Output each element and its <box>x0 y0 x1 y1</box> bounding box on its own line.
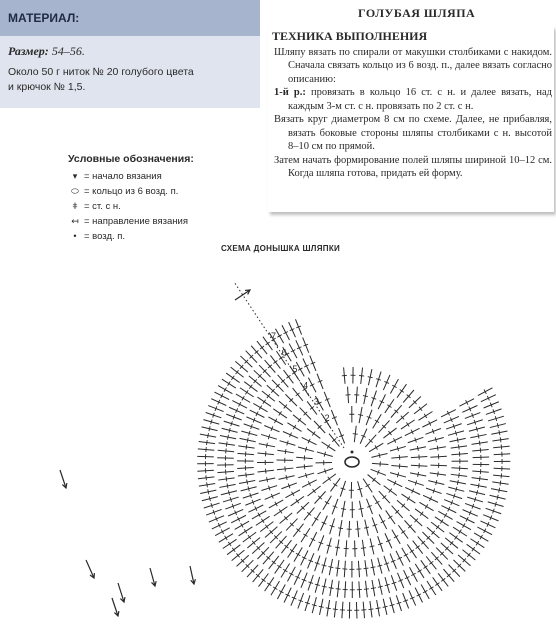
technique-p4: Затем начать формирование полей шляпы шириной 10–12 см. Когда шляпа готова, придать ей форму. <box>274 154 552 179</box>
legend-label: = направление вязания <box>84 216 188 227</box>
double-crochet-crossbar <box>208 489 209 494</box>
double-crochet-crossbar <box>406 422 409 426</box>
double-crochet-crossbar <box>371 588 376 589</box>
double-crochet-crossbar <box>328 567 333 568</box>
double-crochet-crossbar <box>358 415 363 416</box>
double-crochet-crossbar <box>207 440 208 445</box>
double-crochet-crossbar <box>310 406 314 409</box>
double-crochet-crossbar <box>359 508 364 509</box>
chain-stitch-icon: • <box>73 231 77 241</box>
double-crochet-crossbar <box>456 487 457 492</box>
start-icon: ▾ <box>72 171 78 181</box>
double-crochet-crossbar <box>206 475 207 480</box>
legend-item-ring <box>68 184 194 199</box>
double-crochet-crossbar <box>303 534 307 537</box>
double-crochet-crossbar <box>312 431 315 435</box>
row-number: 5 <box>292 363 298 374</box>
technique-p1: Шляпу вязать по спирали от макушки столбиками с накидом. Сначала связать кольцо из 6 возд. п., далее вязать согласно описанию: <box>274 46 552 85</box>
double-crochet-crossbar <box>248 535 251 539</box>
double-crochet-crossbar <box>497 423 498 428</box>
double-crochet-crossbar <box>226 442 227 447</box>
legend-title: Условные обозначения: <box>68 153 194 165</box>
technique-p2 <box>272 86 552 113</box>
double-crochet-crossbar <box>279 509 282 513</box>
direction-arrow-icon: ↤ <box>71 216 79 226</box>
row-number: 2 <box>324 413 330 424</box>
double-crochet-crossbar <box>401 530 405 533</box>
double-crochet-crossbar <box>500 481 501 486</box>
legend <box>68 152 194 244</box>
technique-box <box>268 26 554 212</box>
double-crochet-crossbar <box>246 473 247 478</box>
start-ring <box>345 457 359 467</box>
double-crochet-crossbar <box>420 512 423 516</box>
technique-title: ТЕХНИКА ВЫПОЛНЕНИЯ <box>272 29 428 43</box>
double-crochet-crossbar <box>209 426 210 431</box>
double-crochet-crossbar <box>459 473 460 478</box>
double-crochet-crossbar <box>327 444 330 448</box>
double-crochet-crossbar <box>248 486 249 491</box>
double-crochet-crossbar <box>435 437 436 442</box>
double-crochet-crossbar <box>267 583 271 586</box>
double-crochet-crossbar <box>359 376 364 377</box>
double-crochet-crossbar <box>379 453 380 458</box>
double-crochet-crossbar <box>400 390 404 393</box>
double-crochet-crossbar <box>353 434 358 435</box>
double-crochet-crossbar <box>459 530 462 534</box>
double-crochet-crossbar <box>296 499 299 503</box>
legend-item-start <box>68 169 194 184</box>
double-crochet-crossbar <box>329 588 334 589</box>
double-crochet-crossbar <box>417 446 418 451</box>
double-crochet-crossbar <box>226 476 227 481</box>
double-crochet-crossbar <box>266 443 267 448</box>
row-number: 4 <box>303 380 309 391</box>
double-crochet-crossbar <box>370 546 375 547</box>
double-crochet-crossbar <box>327 545 332 546</box>
double-crochet-icon: ǂ <box>72 201 78 211</box>
double-crochet-crossbar <box>322 586 327 587</box>
double-crochet-crossbar <box>328 477 331 481</box>
double-crochet-crossbar <box>361 548 366 549</box>
double-crochet-crossbar <box>227 483 228 488</box>
double-crochet-crossbar <box>500 437 501 442</box>
legend-item-direction <box>68 214 194 229</box>
double-crochet-crossbar <box>364 589 369 590</box>
double-crochet-crossbar <box>377 565 382 566</box>
double-crochet-crossbar <box>368 609 373 610</box>
double-crochet-crossbar <box>247 480 248 485</box>
double-crochet-crossbar <box>322 565 327 566</box>
double-crochet-crossbar <box>207 482 208 487</box>
double-crochet-crossbar <box>479 476 480 481</box>
double-crochet-crossbar <box>457 438 458 443</box>
double-crochet-crossbar <box>261 519 264 523</box>
legend-label: = начало вязания <box>84 171 162 182</box>
double-crochet-crossbar <box>266 342 270 345</box>
double-crochet-crossbar <box>363 396 368 397</box>
legend-item-dc <box>68 199 194 214</box>
double-crochet-crossbar <box>364 568 369 569</box>
double-crochet-crossbar <box>457 480 458 485</box>
double-crochet-crossbar <box>326 608 331 609</box>
double-crochet-crossbar <box>472 547 475 551</box>
double-crochet-crossbar <box>229 428 230 433</box>
double-crochet-crossbar <box>476 427 477 432</box>
double-crochet-crossbar <box>246 445 247 450</box>
double-crochet-crossbar <box>277 565 281 568</box>
double-crochet-crossbar <box>247 438 248 443</box>
double-crochet-crossbar <box>263 400 266 404</box>
double-crochet-crossbar <box>333 483 337 486</box>
chain-stitch-mark <box>351 451 354 454</box>
legend-label: = кольцо из 6 возд. п. <box>84 186 179 197</box>
double-crochet-crossbar <box>228 381 231 385</box>
legend-label: = ст. с н. <box>84 201 121 212</box>
direction-arrow <box>235 290 250 300</box>
double-crochet-crossbar <box>245 390 248 394</box>
double-crochet-crossbar <box>476 541 479 545</box>
yarn-line-2: и крючок № 1,5. <box>8 81 86 93</box>
double-crochet-crossbar <box>290 549 294 552</box>
size-value: 54–56. <box>51 44 85 58</box>
double-crochet-crossbar <box>376 608 381 609</box>
schema-title: СХЕМА ДОНЫШКА ШЛЯПКИ <box>221 244 341 253</box>
double-crochet-crossbar <box>418 472 419 477</box>
double-crochet-crossbar <box>440 519 443 523</box>
double-crochet-crossbar <box>371 567 376 568</box>
double-crochet-crossbar <box>499 430 500 435</box>
double-crochet-crossbar <box>437 446 438 451</box>
double-crochet-crossbar <box>232 548 235 552</box>
double-crochet-crossbar <box>499 488 500 493</box>
yarn-line-1: Около 50 г ниток № 20 голубого цвета <box>8 66 194 78</box>
row1-label: 1-й р.: <box>274 87 306 98</box>
double-crochet-crossbar <box>383 606 388 607</box>
double-crochet-crossbar <box>209 496 210 501</box>
double-crochet-crossbar <box>424 566 428 569</box>
double-crochet-crossbar <box>279 411 282 415</box>
double-crochet-crossbar <box>497 495 498 500</box>
double-crochet-crossbar <box>364 527 369 528</box>
row1-text: провязать в кольцо 16 ст. с н. и далее вязать, над каждым 3-м ст. с н. провязать по 2 ст. с н. <box>288 87 552 112</box>
double-crochet-crossbar <box>265 469 266 474</box>
page-title: ГОЛУБАЯ ШЛЯПА <box>358 6 476 20</box>
double-crochet-crossbar <box>476 490 477 495</box>
double-crochet-crossbar <box>435 583 439 586</box>
double-crochet-crossbar <box>286 475 287 480</box>
double-crochet-crossbar <box>227 435 228 440</box>
row-number: 6 <box>281 347 287 358</box>
double-crochet-crossbar <box>478 483 479 488</box>
technique-p3: Вязать круг диаметром 8 см по схеме. Далее, не прибавляя, вязать боковые стороны шляпы столбиками с н. высотой 8–10 см по прямой. <box>274 114 552 152</box>
double-crochet-crossbar <box>208 433 209 438</box>
double-crochet-crossbar <box>336 589 341 590</box>
double-crochet-crossbar <box>438 472 439 477</box>
double-crochet-crossbar <box>387 405 391 408</box>
double-crochet-crossbar <box>378 586 383 587</box>
material-header: МАТЕРИАЛ: <box>0 0 260 36</box>
size-label: Размер: <box>8 44 49 58</box>
double-crochet-crossbar <box>366 484 370 487</box>
double-crochet-crossbar <box>436 480 437 485</box>
double-crochet-crossbar <box>244 529 247 533</box>
double-crochet-crossbar <box>341 509 346 510</box>
double-crochet-crossbar <box>455 535 458 539</box>
double-crochet-crossbar <box>286 375 290 378</box>
double-crochet-crossbar <box>249 385 252 389</box>
legend-label: = возд. п. <box>84 231 126 242</box>
double-crochet-crossbar <box>479 441 480 446</box>
double-crochet-crossbar <box>335 547 340 548</box>
double-crochet-crossbar <box>407 496 410 500</box>
double-crochet-crossbar <box>459 445 460 450</box>
ring-icon: ⬭ <box>71 186 79 196</box>
double-crochet-crossbar <box>410 550 414 553</box>
double-crochet-crossbar <box>319 606 324 607</box>
double-crochet-crossbar <box>228 490 229 495</box>
double-crochet-crossbar <box>312 605 317 606</box>
double-crochet-crossbar <box>231 376 234 380</box>
double-crochet-crossbar <box>285 466 286 471</box>
double-crochet-crossbar <box>368 377 373 378</box>
double-crochet-crossbar <box>267 477 268 482</box>
double-crochet-crossbar <box>228 542 231 546</box>
legend-item-chain <box>68 229 194 244</box>
double-crochet-crossbar <box>335 568 340 569</box>
double-crochet-crossbar <box>388 516 392 519</box>
double-crochet-crossbar <box>285 449 286 454</box>
double-crochet-crossbar <box>478 434 479 439</box>
double-crochet-crossbar <box>338 528 343 529</box>
row-number: 3 <box>313 396 319 407</box>
row-number: 7 <box>270 331 276 342</box>
double-crochet-crossbar <box>333 609 338 610</box>
size-line <box>8 44 252 59</box>
material-box <box>0 36 260 108</box>
